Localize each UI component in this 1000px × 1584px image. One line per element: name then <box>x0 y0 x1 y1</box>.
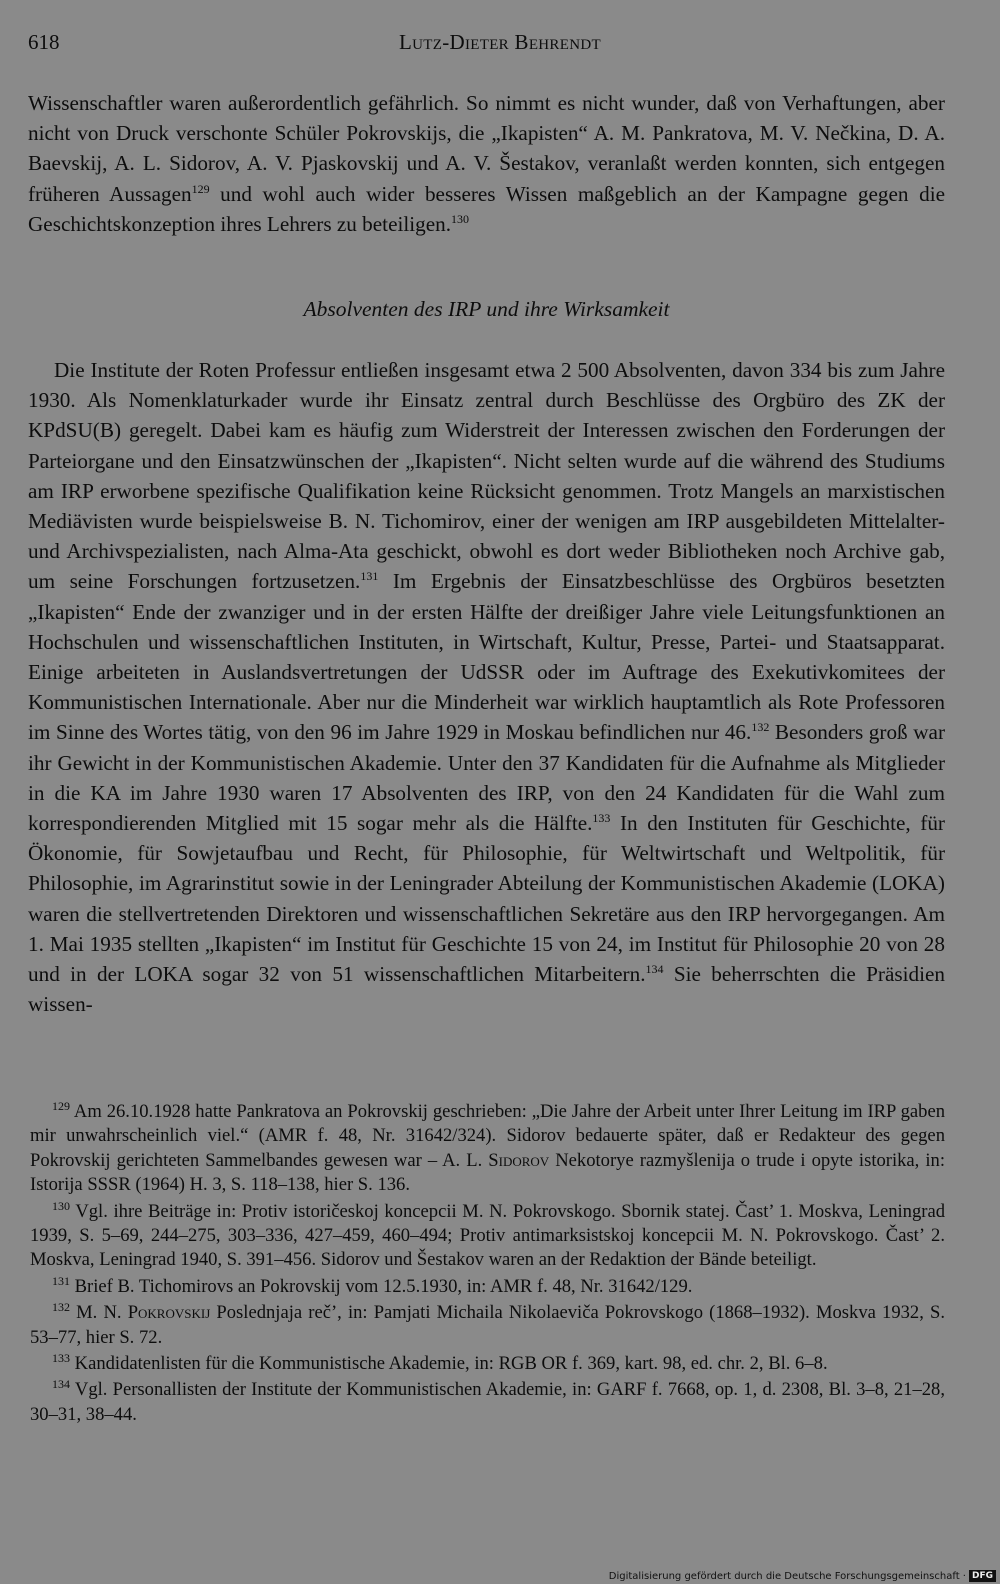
footnote-text: Am 26.10.1928 hatte Pankratova an Pokrovskij geschrieben: „Die Jahre der Arbeit unter Ihrer Leitung im IRP gaben mir unwahrscheinlich viel.“ (AMR f. 48, Nr. 31642/324). Sidorov bedauerte später, daß er Redakteur des gegen Pokrovskij gerichteten Sammelbandes gewesen war – A. L. <box>30 1101 946 1171</box>
body-text-top <box>28 88 945 239</box>
text-segment: Wissenschaftler waren außerordentlich gefährlich. So nimmt es nicht wunder, daß von Verhaftungen, aber nicht von Druck verschonte Schüler Pokrovskijs, die „Ikapisten“ A. M. Pankratova, M. V. Nečkina, D. A. Baevskij, A. L. Sidorov, A. V. Pjaskovskij und A. V. Šestakov, veranlaßt werden konnten, sich entgegen früheren Aussagen <box>28 91 945 206</box>
footnote <box>30 1352 945 1376</box>
paragraph-continuation <box>28 88 945 239</box>
footnote-text: M. N. <box>76 1302 128 1324</box>
footnote-text: Brief B. Tichomirovs an Pokrovskij vom 12.5.1930, in: AMR f. 48, Nr. 31642/129. <box>74 1275 693 1297</box>
text-segment: Sie beherrschten die Präsidien wissen- <box>28 962 945 1017</box>
footnotes <box>30 1100 945 1429</box>
footnote <box>30 1301 945 1350</box>
footnote-text: Kandidatenlisten für die Kommunistische Akademie, in: RGB OR f. 369, kart. 98, ed. chr. 2, Bl. 6–8. <box>74 1353 828 1375</box>
footnote-text: Nekotorye razmyšlenija o trude i opyte istorika, in: Istorija SSSR (1964) H. 3, S. 118–138, hier S. 136. <box>30 1149 945 1196</box>
dfg-logo: DFG <box>969 1570 996 1582</box>
text-segment: In den Instituten für Geschichte, für Ökonomie, für Sowjetaufbau und Recht, für Philosophie, für Weltwirtschaft und Weltpolitik, für Philosophie, im Agrarinstitut sowie in der Leningrader Abteilung der Kommunistischen Akademie (LOKA) waren die stellvertretenden Direktoren und wissenschaftlichen Sekretäre aus den IRP hervorgegangen. Am 1. Mai 1935 stellten „Ikapisten“ im Institut für Geschichte 15 von 24, im Institut für Philosophie 20 von 28 und in der LOKA sogar 32 von 51 wissenschaftlichen Mitarbeitern. <box>28 811 945 987</box>
paragraph-main <box>28 355 945 1019</box>
footnote-number: 132 <box>52 1300 70 1315</box>
text-segment: und wohl auch wider besseres Wissen maßgeblich an der Kampagne gegen die Geschichtskonzeption ihres Lehrers zu beteiligen. <box>28 181 946 236</box>
text-segment: Besonders groß war ihr Gewicht in der Kommunistischen Akademie. Unter den 37 Kandidaten für die Aufnahme als Mitglieder in die KA im Jahre 1930 waren 17 Absolventen des IRP, von den 24 Kandidaten für die Wahl zum korrespondierenden Mitglied mit 15 sogar mehr als die Hälfte. <box>28 720 945 836</box>
running-head-author: Lutz-Dieter Behrendt <box>399 30 601 54</box>
footnote-text: Vgl. ihre Beiträge in: Protiv istoričeskoj koncepcii M. N. Pokrovskogo. Sbornik statej. Čast’ 1. Moskva, Leningrad 1939, S. 5–69, 244–275, 303–336, 427–459, 460–494; Protiv antimarksistskoj koncepcii M. N. Pokrovskogo. Čast’ 2. Moskva, Leningrad 1940, S. 391–456. Sidorov und Šestakov waren an der Redaktion der Bände beteiligt. <box>30 1200 946 1271</box>
footnote-number: 131 <box>52 1273 70 1288</box>
running-head <box>28 30 972 60</box>
footnote-reference: 132 <box>751 720 770 735</box>
footnote-number: 130 <box>52 1198 70 1213</box>
credit-text: Digitalisierung gefördert durch die Deutsche Forschungsgemeinschaft · <box>608 1570 966 1582</box>
author-name-smallcaps: Sidorov <box>488 1149 550 1171</box>
footnote-number: 134 <box>52 1377 70 1392</box>
footnote-text: Vgl. Personallisten der Institute der Kommunistischen Akademie, in: GARF f. 7668, op. 1, d. 2308, Bl. 3–8, 21–28, 30–31, 38–44. <box>30 1379 946 1425</box>
author-name-smallcaps: Pokrovskij <box>127 1302 211 1324</box>
digitization-credit <box>609 1570 996 1582</box>
footnote <box>30 1275 945 1299</box>
footnote <box>30 1378 945 1427</box>
footnote-text: Poslednjaja reč’, in: Pamjati Michaila Nikolaeviča Pokrovskogo (1868–1932). Moskva 1932, S. 53–77, hier S. 72. <box>30 1302 945 1348</box>
footnote-reference: 129 <box>191 181 210 196</box>
footnote-reference: 130 <box>451 211 470 226</box>
footnote-reference: 134 <box>645 962 664 976</box>
footnote-reference: 131 <box>360 569 379 584</box>
text-segment: Die Institute der Roten Professur entließen insgesamt etwa 2 500 Absolventen, davon 334 bis zum Jahre 1930. Als Nomenklaturkader wurde ihr Einsatz zentral durch Beschlüsse des Orgbüro des ZK der KPdSU(B) geregelt. Dabei kam es häufig zum Widerstreit der Interessen zwischen den Forderungen der Parteiorgane und den Einsatzwünschen der „Ikapisten“. Nicht selten wurde auf die während des Studiums am IRP erworbene spezifische Qualifikation keine Rücksicht genommen. Trotz Mangels an marxistischen Mediävisten wurde beispielsweise B. N. Tichomirov, einer der wenigen am IRP ausgebildeten Mittelalter- und Archivspezialisten, nach Alma-Ata geschickt, obwohl es dort weder Bibliotheken noch Archive gab, um seine Forschungen fortzusetzen. <box>28 358 945 594</box>
footnote-number: 133 <box>52 1350 70 1365</box>
page-number: 618 <box>28 30 60 54</box>
body-text-main <box>28 355 945 1019</box>
footnote <box>30 1200 945 1273</box>
footnote-reference: 133 <box>592 810 611 825</box>
footnote <box>30 1100 945 1198</box>
text-segment: Im Ergebnis der Einsatzbeschlüsse des Orgbüros besetzten „Ikapisten“ Ende der zwanziger und in der ersten Hälfte der dreißiger Jahre viele Leitungsfunktionen an Hochschulen und wissenschaftlichen Instituten, in Wirtschaft, Kultur, Presse, Partei- und Staatsapparat. Einige arbeiteten in Auslandsvertretungen der UdSSR oder im Auftrage des Exekutivkomitees der Kommunistischen Internationale. Aber nur die Minderheit war wirklich hauptamtlich als Rote Professoren im Sinne des Wortes tätig, von den 96 im Jahre 1929 in Moskau befindlichen nur 46. <box>28 569 945 745</box>
footnote-number: 129 <box>52 1098 70 1113</box>
section-heading: Absolventen des IRP und ihre Wirksamkeit <box>303 297 670 321</box>
